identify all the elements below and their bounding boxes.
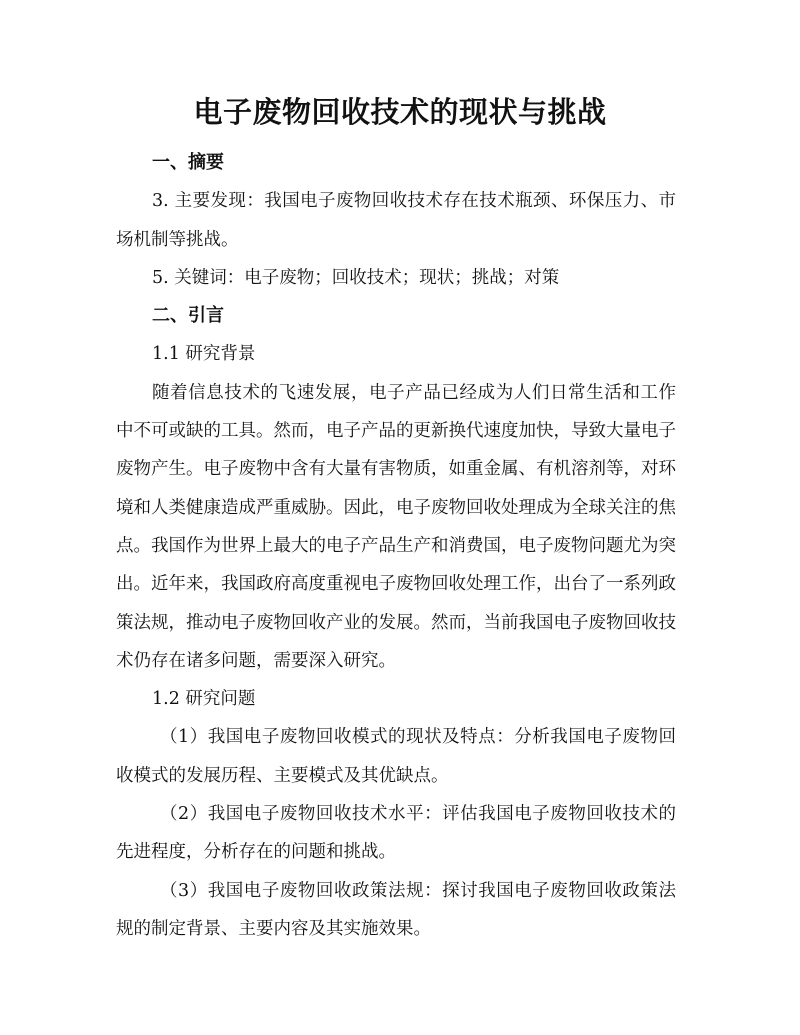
research-question-item: （3）我国电子废物回收政策法规：探讨我国电子废物回收政策法规的制定背景、主要内容及其实施效果。 (116, 880, 676, 939)
research-question-item: （1）我国电子废物回收模式的现状及特点：分析我国电子废物回收模式的发展历程、主要模式及其优缺点。 (116, 727, 676, 786)
subheading-research-questions: 1.2 研究问题 (152, 689, 256, 710)
section-heading-introduction: 二、引言 (152, 305, 224, 327)
research-question-item: （2）我国电子废物回收技术水平：评估我国电子废物回收技术的先进程度，分析存在的问题和挑战。 (116, 804, 676, 863)
subheading-research-background: 1.1 研究背景 (152, 344, 256, 365)
document-body (116, 144, 676, 948)
document-title: 电子废物回收技术的现状与挑战 (193, 95, 607, 129)
section-heading-abstract: 一、摘要 (152, 152, 224, 173)
abstract-keywords: 5. 关键词：电子废物；回收技术；现状；挑战；对策 (152, 267, 560, 288)
background-paragraph: 随着信息技术的飞速发展，电子产品已经成为人们日常生活和工作中不可或缺的工具。然而，电子产品的更新换代速度加快，导致大量电子废物产生。电子废物中含有大量有害物质，如重金属、有机溶剂等，对环境和人类健康造成严重威胁。因此，电子废物回收处理成为全球关注的焦点。我国作为世界上最大的电子产品生产和消费国，电子废物问题尤为突出。近年来，我国政府高度重视电子废物回收处理工作，出台了一系列政策法规，推动电子废物回收产业的发展。然而，当前我国电子废物回收技术仍存在诸多问题，需要深入研究。 (116, 382, 676, 671)
abstract-finding: 3. 主要发现：我国电子废物回收技术存在技术瓶颈、环保压力、市场机制等挑战。 (116, 191, 676, 250)
